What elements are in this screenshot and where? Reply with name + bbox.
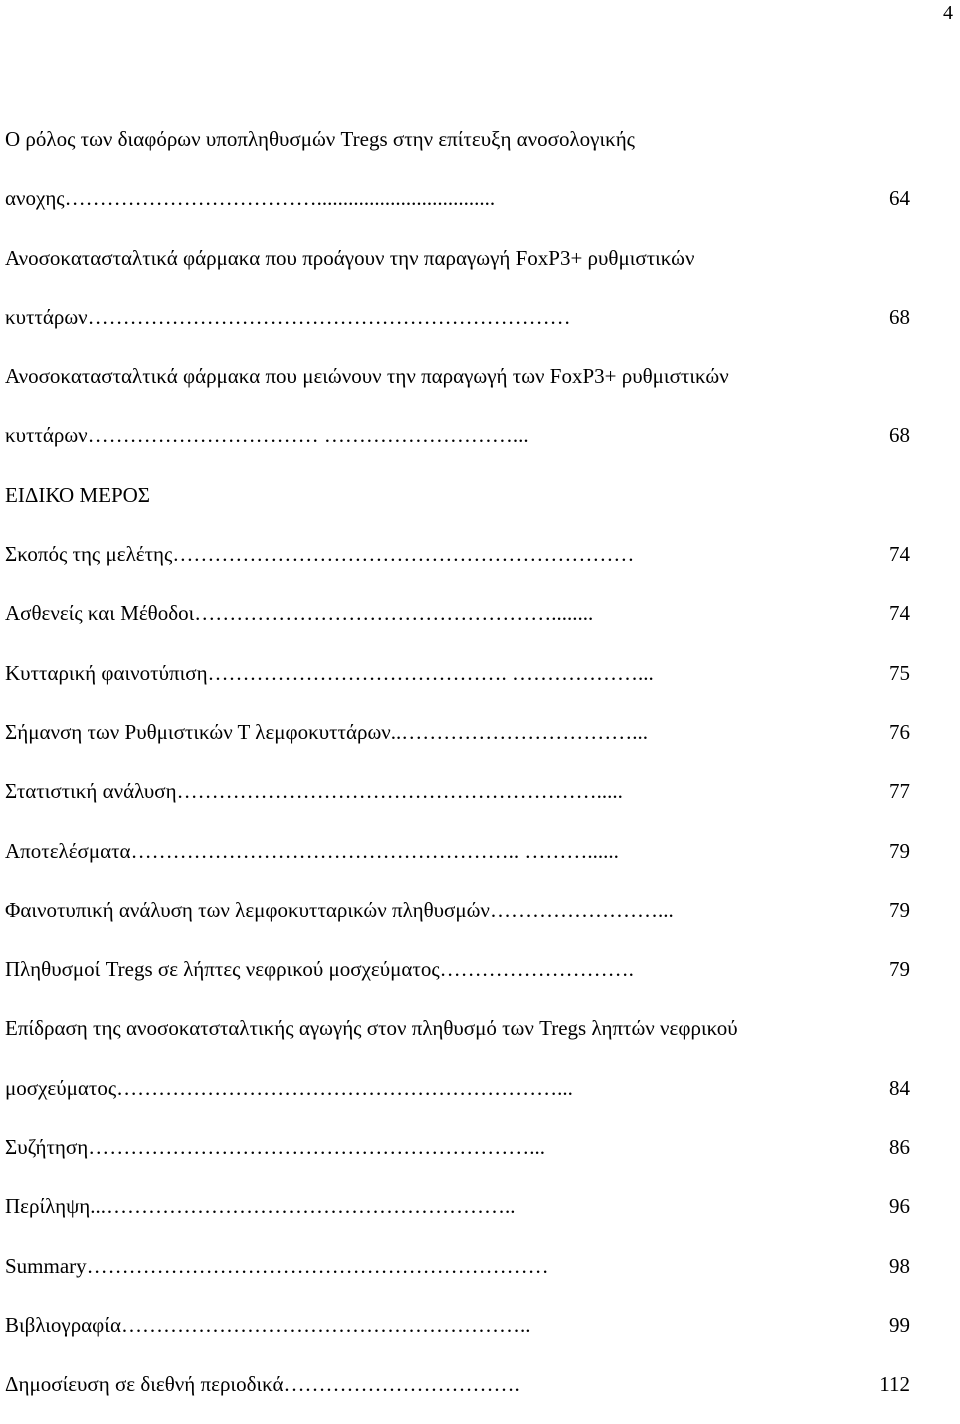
- toc-entry-label: Στατιστική ανάλυση: [5, 779, 177, 804]
- toc-leader-dots: ……………………………………. ………………...: [207, 660, 654, 685]
- toc-leader-dots: ……………………...: [489, 897, 674, 922]
- toc-entry-label: Φαινοτυπική ανάλυση των λεμφοκυτταρικών πληθυσμών: [5, 897, 490, 922]
- toc-entry-label: Βιβλιογραφία: [5, 1312, 121, 1337]
- toc-title-line: Επίδραση της ανοσοκατσταλτικής αγωγής στον πληθυσμό των Tregs ληπτών νεφρικού: [5, 1016, 738, 1041]
- toc-page-number: 84: [889, 1075, 910, 1100]
- toc-entry: [5, 297, 910, 356]
- toc-entry-label: Summary: [5, 1253, 87, 1278]
- toc-entry-label: Αποτελέσματα: [5, 838, 131, 863]
- toc-entry-label: ανοχης: [5, 186, 65, 211]
- toc-entry: [5, 1305, 910, 1364]
- toc-entry-label: Σήμανση των Ρυθμιστικών Τ λεμφοκυττάρων: [5, 719, 391, 744]
- toc-title-line: Ανοσοκατασταλτικά φάρμακα που προάγουν την παραγωγή FoxP3+ ρυθμιστικών: [5, 245, 695, 270]
- toc-leader-dots: …………………………… ………………………...: [87, 423, 529, 448]
- toc-page-number: 77: [889, 779, 910, 804]
- toc-entry: [5, 771, 910, 830]
- toc-leader-dots: ……………………………………………….. ………......: [130, 838, 619, 863]
- toc-page-number: 74: [889, 601, 910, 626]
- toc-leader-dots: ……………………….: [439, 957, 634, 982]
- toc-entry: [5, 890, 910, 949]
- toc-leader-dots: ..……………………………...: [390, 719, 649, 744]
- toc-page-number: 68: [889, 304, 910, 329]
- toc-entry: [5, 1246, 910, 1305]
- table-of-contents: [5, 119, 910, 1424]
- toc-leader-dots: ...…………………………………………………..: [90, 1194, 516, 1219]
- toc-entry: [5, 1127, 910, 1186]
- toc-title-line: Ο ρόλος των διαφόρων υποπληθυσμών Tregs στην επίτευξη ανοσολογικής: [5, 127, 635, 151]
- toc-entry: [5, 712, 910, 771]
- toc-entry: [5, 831, 910, 890]
- toc-entry-label: Σκοπός της μελέτης: [5, 542, 173, 567]
- toc-entry: [5, 1364, 910, 1423]
- toc-page-number: 79: [889, 957, 910, 982]
- toc-entry-label: μοσχεύματος: [5, 1075, 117, 1100]
- toc-page-number: 112: [879, 1372, 910, 1397]
- toc-entry: [5, 534, 910, 593]
- toc-entry-label: Περίληψη: [5, 1194, 91, 1219]
- toc-page-number: 75: [889, 660, 910, 685]
- toc-page-number: 79: [889, 838, 910, 863]
- toc-page-number: 74: [889, 542, 910, 567]
- toc-page-number: 68: [889, 423, 910, 448]
- toc-entry-label: Κυτταρική φαινοτύπιση: [5, 660, 208, 685]
- toc-entry: [5, 178, 910, 237]
- toc-page-number: 64: [889, 186, 910, 211]
- toc-page-number: 79: [889, 897, 910, 922]
- toc-leader-dots: ……………………………………………………………: [87, 304, 571, 329]
- toc-leader-dots: …………………………………………………………: [86, 1253, 549, 1278]
- toc-entry-label: κυττάρων: [5, 423, 88, 448]
- toc-entry-label: κυττάρων: [5, 304, 88, 329]
- toc-entry: [5, 653, 910, 712]
- toc-leader-dots: ………………………………..................................: [64, 186, 496, 211]
- toc-page-number: 86: [889, 1135, 910, 1160]
- section-heading: ΕΙΔΙΚΟ ΜΕΡΟΣ: [5, 482, 151, 507]
- toc-leader-dots: …………………………….: [283, 1372, 520, 1397]
- toc-entry: [5, 415, 910, 474]
- toc-leader-dots: ……………………………………………........: [194, 601, 594, 626]
- toc-entry-label: Δημοσίευση σε διεθνή περιοδικά: [5, 1372, 284, 1397]
- toc-entry: [5, 593, 910, 652]
- toc-entry-label: Πληθυσμοί Tregs σε λήπτες νεφρικού μοσχεύματος: [5, 957, 440, 982]
- toc-leader-dots: …………………………………………………..: [120, 1312, 531, 1337]
- toc-entry: [5, 1068, 910, 1127]
- page-number: 4: [943, 2, 953, 24]
- toc-entry: [5, 1186, 910, 1245]
- toc-leader-dots: …………………………………………………………: [172, 542, 635, 567]
- toc-leader-dots: ………………………………………………………...: [116, 1075, 573, 1100]
- toc-title-line: Ανοσοκατασταλτικά φάρμακα που μειώνουν την παραγωγή των FoxP3+ ρυθμιστικών: [5, 364, 729, 389]
- toc-entry: [5, 949, 910, 1008]
- toc-entry-label: Συζήτηση: [5, 1135, 89, 1160]
- toc-entry-label: Ασθενείς και Μέθοδοι: [5, 601, 195, 626]
- toc-page-number: 99: [889, 1312, 910, 1337]
- toc-leader-dots: ………………………………………………………...: [88, 1135, 545, 1160]
- toc-page-number: 98: [889, 1253, 910, 1278]
- toc-page-number: 76: [889, 719, 910, 744]
- toc-page-number: 96: [889, 1194, 910, 1219]
- toc-leader-dots: …………………………………………………….....: [176, 779, 623, 804]
